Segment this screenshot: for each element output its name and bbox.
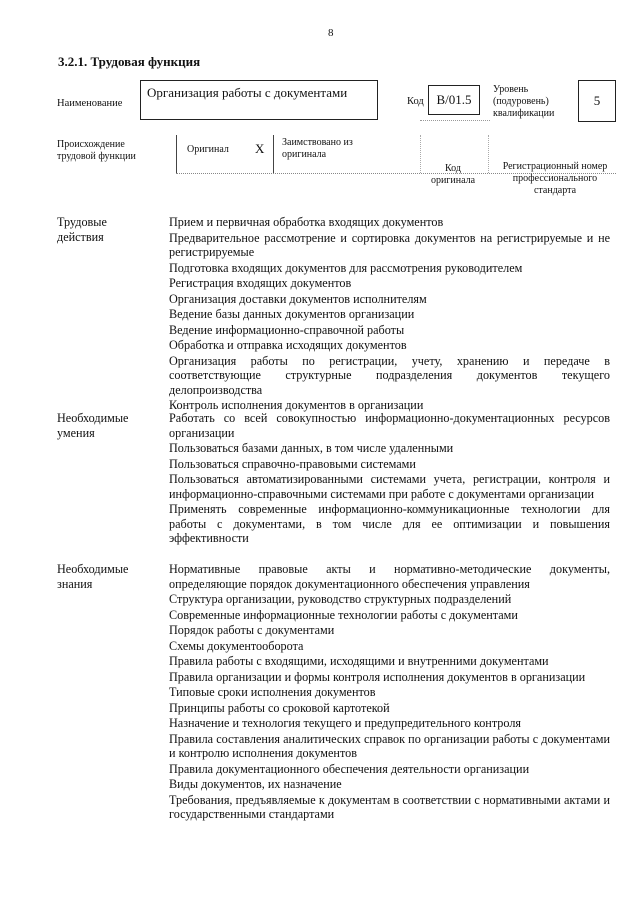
list-item: Типовые сроки исполнения документов xyxy=(169,685,376,699)
section-label-line: знания xyxy=(57,576,93,591)
level-label-line: (подуровень) xyxy=(493,96,549,107)
list-item: Пользоваться справочно-правовыми системами xyxy=(169,456,416,471)
list-item: Регистрация входящих документов xyxy=(169,276,352,290)
list-item: Обработка и отправка исходящих документов xyxy=(169,338,407,352)
code-original-line: Код xyxy=(445,163,461,174)
level-label-line: Уровень xyxy=(493,84,529,95)
reg-number-line: стандарта xyxy=(533,185,577,196)
list-item: Виды документов, их назначение xyxy=(169,777,342,791)
section-items-labor-actions xyxy=(169,215,610,414)
list-item: Подготовка входящих документов для рассмотрения руководителем xyxy=(169,260,523,275)
level-label-line: квалификации xyxy=(493,108,555,119)
list-item: Организация работы по регистрации, учету, хранению и передаче в соответствующие структурные подразделения документов текущего делопроизводства xyxy=(169,353,610,397)
section-label-labor-actions xyxy=(57,215,157,244)
list-item: Контроль исполнения документов в организации xyxy=(169,398,424,412)
section-items-knowledge xyxy=(169,562,610,823)
original-mark: X xyxy=(255,141,265,156)
list-item: Нормативные правовые акты и нормативно-методические документы, определяющие порядок документационного обеспечения управления xyxy=(169,562,610,591)
name-value: Организация работы с документами xyxy=(147,85,348,100)
list-item: Прием и первичная обработка входящих документов xyxy=(169,215,444,229)
list-item: Предварительное рассмотрение и сортировка документов на регистрируемые и не регистрируемые xyxy=(169,230,610,259)
list-item: Правила документационного обеспечения деятельности организации xyxy=(169,761,530,776)
section-items-skills xyxy=(169,411,610,547)
section-label-line: Трудовые xyxy=(57,215,107,229)
list-item: Принципы работы со сроковой картотекой xyxy=(169,700,390,715)
section-label-skills xyxy=(57,411,157,440)
original-label: Оригинал xyxy=(187,144,229,155)
level-box xyxy=(578,80,616,122)
code-box xyxy=(428,85,480,115)
origin-label xyxy=(57,139,167,163)
name-label: Наименование xyxy=(57,98,123,109)
origin-label-line: трудовой функции xyxy=(57,151,136,162)
list-item: Ведение информационно-справочной работы xyxy=(169,322,405,337)
list-item: Требования, предъявляемые к документам в соответствии с нормативными актами и государственными стандартами xyxy=(169,792,610,821)
list-item: Порядок работы с документами xyxy=(169,623,335,637)
code-original-label xyxy=(418,163,488,187)
list-item: Организация доставки документов исполнителям xyxy=(169,291,427,306)
list-item: Ведение базы данных документов организации xyxy=(169,307,415,321)
list-item: Пользоваться автоматизированными системами учета, регистрации, контроля и информационно-справочными системами при работе с документами организации xyxy=(169,472,610,501)
list-item: Правила организации и формы контроля исполнения документов в организации xyxy=(169,669,586,684)
section-label-line: Необходимые xyxy=(57,411,129,425)
page-number: 8 xyxy=(328,27,334,39)
level-value: 5 xyxy=(593,93,601,108)
list-item: Назначение и технология текущего и предупредительного контроля xyxy=(169,716,522,730)
list-item: Современные информационные технологии работы с документами xyxy=(169,607,518,622)
reg-number-line: Регистрационный номер xyxy=(502,161,608,172)
list-item: Правила работы с входящими, исходящими и внутренними документами xyxy=(169,654,549,668)
borrowed-line: Заимствовано из xyxy=(282,137,353,148)
code-label: Код xyxy=(407,96,424,107)
list-item: Пользоваться базами данных, в том числе удаленными xyxy=(169,441,454,455)
reg-number-label xyxy=(490,161,620,197)
borrowed-line: оригинала xyxy=(282,149,327,160)
list-item: Правила составления аналитических справок по организации работы с документами и контролю исполнения документов xyxy=(169,731,610,760)
section-label-knowledge xyxy=(57,562,157,591)
list-item: Схемы документооборота xyxy=(169,638,304,653)
name-box xyxy=(140,80,378,120)
reg-number-line: профессионального xyxy=(512,173,598,184)
section-label-line: Необходимые xyxy=(57,562,129,576)
code-value: В/01.5 xyxy=(436,92,472,107)
code-original-line: оригинала xyxy=(430,175,476,186)
section-label-line: умения xyxy=(57,425,95,440)
borrowed-label xyxy=(282,137,382,161)
level-label xyxy=(493,84,573,120)
origin-label-line: Происхождение xyxy=(57,139,125,150)
list-item: Применять современные информационно-коммуникационные технологии для работы с документами, в том числе для ее оптимизации и повышения эффективности xyxy=(169,502,610,545)
list-item: Работать со всей совокупностью информационно-документационных ресурсов организации xyxy=(169,411,610,440)
section-title: 3.2.1. Трудовая функция xyxy=(58,54,201,69)
section-label-line: действия xyxy=(57,229,104,244)
list-item: Структура организации, руководство структурных подразделений xyxy=(169,592,512,606)
